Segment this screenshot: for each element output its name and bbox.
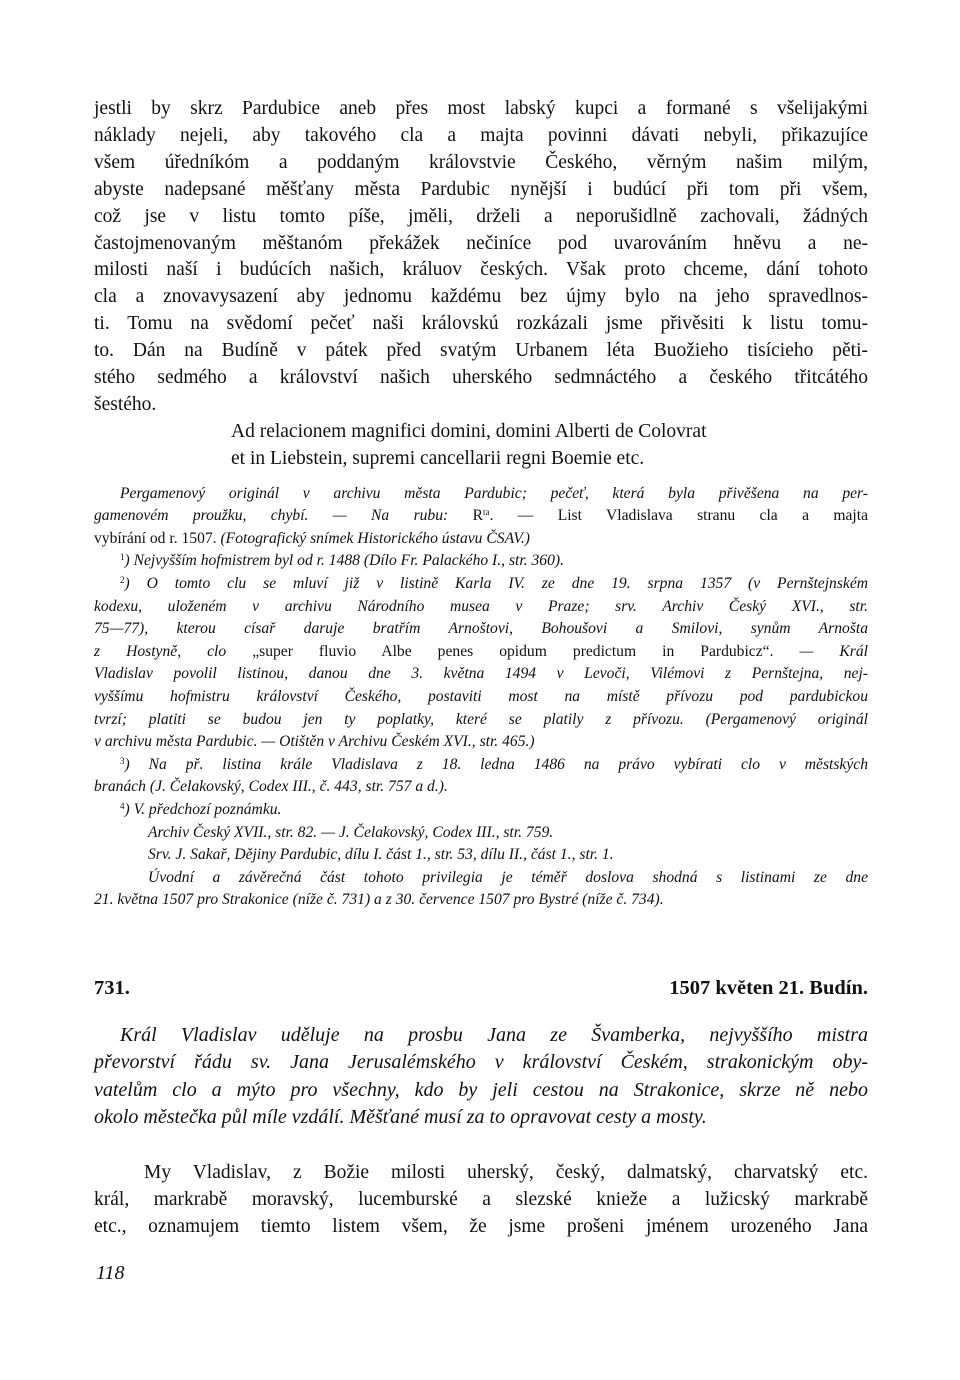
text-line: stého sedmého a království našich uherského sedmnáctého a českého třitcátého <box>94 367 868 389</box>
provenance-text: gamenovém proužku, chybí. — Na rubu: <box>94 507 473 525</box>
footnote-4 <box>94 799 868 822</box>
provenance-line <box>94 505 868 528</box>
document-date-place: 1507 květen 21. Budín. <box>669 976 868 999</box>
text-line: jestli by skrz Pardubice aneb přes most labský kupci a formané s všelijakými <box>94 98 868 119</box>
footnote-mark: 3 <box>120 755 125 766</box>
footnote-text: — Král <box>773 642 868 660</box>
text-line: abyste nadepsané měšťany města Pardubic nynější i budúcí při tom při všem, <box>94 178 868 200</box>
text-line: etc., oznamujem tiemto listem všem, že jsme prošeni jménem urozeného Jana <box>94 1215 868 1237</box>
footnote-mark: 4 <box>120 801 125 811</box>
footnote-line: Vladislav povolil listinou, danou dne 3. května 1494 v Levoči, Vilémovi z Pernštejna, nej- <box>94 665 868 683</box>
intro-note-line: 21. května 1507 pro Strakonice (níže č. 731) a z 30. července 1507 pro Bystré (níže č. 734). <box>94 891 664 909</box>
superscript: ta <box>482 507 490 518</box>
page-content <box>94 96 868 1241</box>
text-line: častojmenovaným měštanóm překážek nečiníce pod uvarováním hněvu a ne- <box>94 232 868 254</box>
provenance-text: vybírání od r. 1507. <box>94 529 221 547</box>
text-line: všem úředníkóm a poddaným královstvie Českého, věrným našim milým, <box>94 151 868 173</box>
footnote-mark: 2 <box>120 575 125 586</box>
text-line: My Vladislav, z Božie milosti uherský, český, dalmatský, charvatský etc. <box>144 1161 868 1183</box>
footnote-text: ) Nejvyšším hofmistrem byl od r. 1488 (Dílo Fr. Palackého I., str. 360). <box>124 552 564 570</box>
provenance-text: . — List Vladislava stranu cla a majta <box>489 507 868 525</box>
literature-line: Srv. J. Sakař, Dějiny Pardubic, dílu I. část 1., str. 53, dílu II., část 1., str. 1. <box>148 846 614 864</box>
text-line: což jse v listu tomto píše, jměli, drželi a neporušidlně zachovali, žádných <box>94 205 868 227</box>
text-line: šestého. <box>94 393 157 415</box>
footnote-line: branách (J. Čelakovský, Codex III., č. 443, str. 757 a d.). <box>94 778 448 796</box>
document-text <box>94 1160 868 1241</box>
regest-line: vatelům clo a mýto pro všechny, kdo by jeli cestou na Strakonice, skrze ně nebo <box>94 1078 868 1101</box>
text-line: náklady nejeli, aby takového cla a majta povinni dávati nebyli, přikazujíce <box>94 124 868 146</box>
relacio-note <box>94 419 868 473</box>
footnote-text: ) Na př. listina krále Vladislava z 18. ledna 1486 na právo vybírati clo v městských <box>124 755 868 773</box>
apparatus-notes <box>94 483 868 912</box>
footnote-quote: „super fluvio Albe penes opidum predictum in Pardubicz“. <box>252 642 774 660</box>
footnote-line: vyššímu hofmistru království Českého, postaviti most na místě přívozu pod pardubickou <box>94 688 868 706</box>
footnote-line: kodexu, uloženém v archivu Národního musea v Praze; srv. Archiv Český XVI., str. <box>94 597 868 615</box>
text-line: to. Dán na Budíně v pátek před svatým Urbanem léta Buožieho tisícieho pěti- <box>94 340 868 362</box>
provenance-line <box>94 528 868 551</box>
footnote-text: ) O tomto clu se mluví již v listině Karla IV. ze dne 19. srpna 1357 (v Pernštejnském <box>124 575 868 593</box>
text-line: milosti naší i budúcích našich, králuov českých. Však proto chceme, dání tohoto <box>94 259 868 281</box>
provenance-text: R <box>472 507 483 525</box>
footnote-2 <box>94 573 868 596</box>
regest-line: okolo městečka půl míle vzdálí. Měšťané musí za to opravovat cesty a mosty. <box>94 1106 707 1129</box>
relacio-line: et in Liebstein, supremi cancellarii regni Boemie etc. <box>231 447 645 469</box>
text-line: král, markrabě moravský, lucemburské a slezské knieže a lužicský markrabě <box>94 1188 868 1210</box>
text-line: cla a znovavysazení aby jednomu každému bez újmy bylo na jeho spravedlnos- <box>94 286 868 308</box>
document-number: 731. <box>94 976 130 999</box>
provenance-line: Pergamenový originál v archivu města Pardubic; pečeť, která byla přivěšena na per- <box>120 484 868 502</box>
footnote-line <box>94 641 868 664</box>
footnote-3 <box>94 754 868 777</box>
provenance-text: (Fotografický snímek Historického ústavu ČSAV.) <box>220 529 530 547</box>
regest-line: Král Vladislav uděluje na prosbu Jana ze Švamberka, nejvyššího mistra <box>120 1023 868 1046</box>
footnote-line: tvrzí; platiti se budou jen ty poplatky, které se platily z přívozu. (Pergamenový originál <box>94 710 868 728</box>
text-line: ti. Tomu na svědomí pečeť naši královskú rozkázali jsme přivěsiti k listu tomu- <box>94 313 868 335</box>
footnote-1 <box>94 550 868 573</box>
footnote-mark: 1 <box>120 552 125 563</box>
footnote-line: v archivu města Pardubic. — Otištěn v Archivu Českém XVI., str. 465.) <box>94 733 535 751</box>
document-heading <box>94 974 868 1002</box>
intro-note-line: Úvodní a závěrečná část tohoto privilegia je téměř doslova shodná s listinami ze dne <box>148 868 868 886</box>
main-text <box>94 96 868 419</box>
page-number: 118 <box>96 1262 125 1284</box>
regest <box>94 1022 868 1132</box>
relacio-line: Ad relacionem magnifici domini, domini Alberti de Colovrat <box>231 420 707 442</box>
literature-line: Archiv Český XVII., str. 82. — J. Čelakovský, Codex III., str. 759. <box>148 823 554 841</box>
footnote-line: 75—77), kterou císař daruje bratřím Arnoštovi, Bohoušovi a Smilovi, synům Arnošta <box>94 620 868 638</box>
footnote-text: ) V. předchozí poznámku. <box>124 801 282 818</box>
footnote-text: z Hostyně, clo <box>94 642 253 660</box>
regest-line: převorství řádu sv. Jana Jerusalémského v království Českém, strakonickým oby- <box>94 1051 868 1074</box>
